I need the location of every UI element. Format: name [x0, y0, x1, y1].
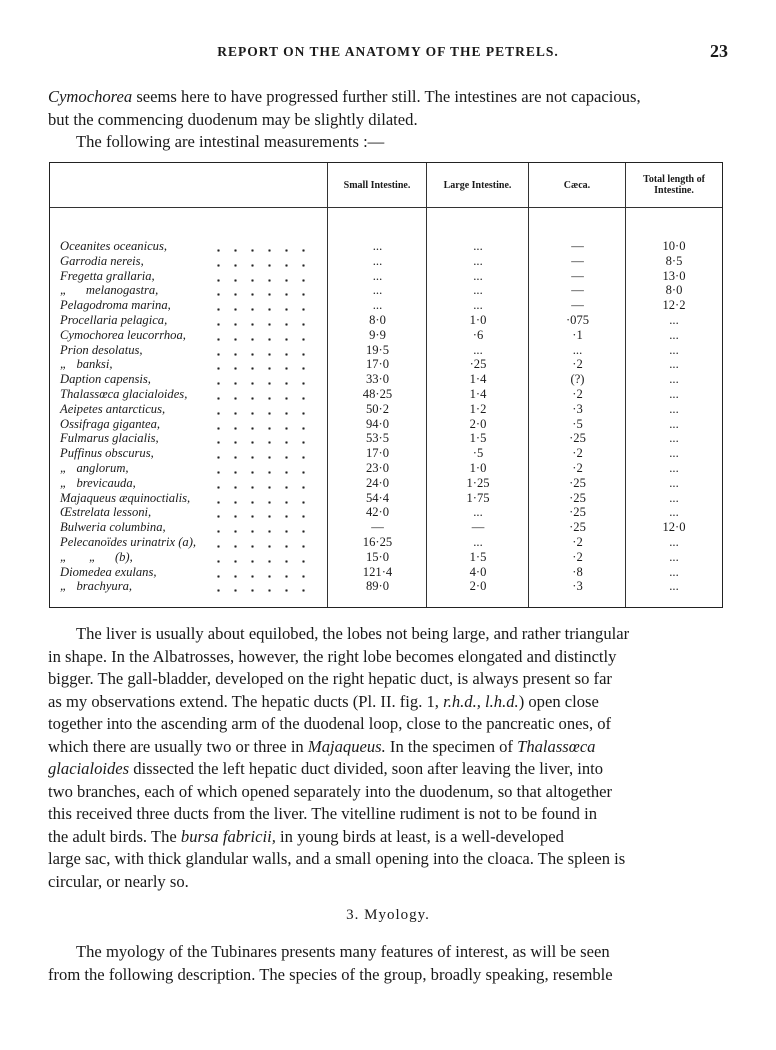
caeca-cell: ·25 [569, 520, 586, 535]
large-intestine-cell: ... [473, 268, 483, 283]
leader-dots [210, 298, 315, 313]
leader-dots [210, 239, 315, 254]
caeca-cell: ·3 [572, 579, 583, 594]
total-length-cell: ... [669, 416, 679, 431]
total-length-cell: ... [669, 372, 679, 387]
body-text: ) open close [518, 691, 599, 711]
body-text: which there are usually two or three in [48, 736, 308, 756]
intro-paragraph [48, 86, 728, 154]
leader-dots [210, 254, 315, 269]
leader-dots [210, 476, 315, 491]
body-text: The myology of the Tubinares presents many features of interest, as will be seen [76, 942, 610, 961]
leader-dots [210, 269, 315, 284]
caeca-cell: ·8 [572, 564, 583, 579]
small-intestine-cell: 17·0 [365, 357, 390, 372]
leader-dots [210, 372, 315, 387]
caeca-cell: — [571, 283, 584, 298]
total-length-cell: ... [669, 505, 679, 520]
table-row [50, 550, 722, 565]
total-length-cell: ... [669, 327, 679, 342]
genus-name: Thalassœca [517, 736, 596, 756]
small-intestine-cell: 50·2 [365, 401, 390, 416]
small-intestine-cell: ... [372, 239, 383, 253]
large-intestine-cell: ... [473, 535, 483, 549]
body-text: in young birds at least, is a well-developed [275, 826, 564, 846]
body-text: bigger. The gall-bladder, developed on the right hepatic duct, is always present so far [48, 669, 612, 688]
large-intestine-cell: 1·4 [469, 372, 487, 387]
small-intestine-cell: 19·5 [365, 342, 390, 357]
total-length-cell: ... [669, 564, 679, 579]
small-intestine-cell: 121·4 [362, 564, 393, 579]
body-text: this received three ducts from the liver. The vitelline rudiment is not to be found in [48, 804, 597, 823]
species-name: Majaqueus æquinoctialis, [60, 491, 194, 506]
leader-dots [210, 520, 315, 535]
large-intestine-cell: ... [473, 505, 483, 520]
small-intestine-cell: 48·25 [362, 387, 393, 401]
leader-dots [210, 535, 315, 550]
table-row [50, 239, 722, 254]
leader-dots [210, 402, 315, 417]
small-intestine-cell: 17·0 [365, 446, 390, 461]
caeca-cell: ·2 [572, 549, 583, 564]
table-row [50, 328, 722, 343]
leader-dots [210, 417, 315, 432]
total-length-cell: 8·0 [665, 283, 683, 298]
total-length-cell: 12·0 [662, 520, 686, 535]
small-intestine-cell: 24·0 [365, 475, 390, 490]
running-title: REPORT ON THE ANATOMY OF THE PETRELS. [217, 44, 559, 59]
leader-dots [210, 579, 315, 594]
leader-dots [210, 357, 315, 372]
species-name: Ossifraga gigantea, [60, 417, 164, 432]
species-name: Procellaria pelagica, [60, 313, 171, 328]
body-text: The liver is usually about equilobed, the lobes not being large, and rather triangular [76, 624, 630, 643]
total-length-cell: ... [669, 387, 679, 401]
total-length-cell: ... [669, 461, 679, 475]
table-row [50, 402, 722, 417]
species-name: Oceanites oceanicus, [60, 239, 171, 254]
table-row [50, 476, 722, 491]
table-row [50, 372, 722, 387]
caeca-cell: ·25 [569, 490, 586, 505]
table-row [50, 254, 722, 269]
small-intestine-cell: — [371, 520, 384, 535]
species-name: Pelagodroma marina, [60, 298, 175, 313]
caeca-cell: — [571, 239, 584, 253]
table-row [50, 520, 722, 535]
small-intestine-cell: 23·0 [365, 461, 390, 475]
leader-dots [210, 387, 315, 402]
caeca-cell: ·2 [572, 535, 583, 549]
column-header: Small Intestine. [343, 179, 411, 191]
large-intestine-cell: 4·0 [469, 564, 487, 579]
figure-reference: r.h.d., l.h.d. [443, 691, 519, 711]
leader-dots [210, 328, 315, 343]
total-length-cell: 13·0 [662, 268, 686, 283]
species-name: Diomedea exulans, [60, 565, 161, 580]
column-header: Total length of Intestine. [643, 174, 705, 196]
large-intestine-cell: — [471, 520, 485, 535]
total-length-cell: ... [669, 535, 679, 549]
species-name: Puffinus obscurus, [60, 446, 158, 461]
small-intestine-cell: 54·4 [365, 490, 390, 505]
caeca-cell: ·25 [569, 505, 586, 520]
total-length-cell: 10·0 [662, 239, 686, 253]
caeca-cell: ·1 [572, 327, 583, 342]
column-header: Cæca. [563, 179, 591, 191]
large-intestine-cell: ·25 [469, 357, 487, 372]
caeca-cell: ·2 [572, 446, 583, 461]
small-intestine-cell: 53·5 [365, 431, 390, 446]
body-text: In the specimen of [385, 736, 518, 756]
large-intestine-cell: 1·25 [466, 475, 490, 490]
column-header: Large Intestine. [443, 179, 512, 191]
total-length-cell: ... [669, 342, 679, 357]
body-text: the adult birds. The [48, 826, 181, 846]
small-intestine-cell: ... [372, 253, 383, 268]
large-intestine-cell: ... [473, 239, 483, 253]
leader-dots [210, 461, 315, 476]
species-name: Thalassœca glacialoides, [60, 387, 191, 402]
caeca-cell: ·3 [572, 401, 583, 416]
running-head [48, 41, 728, 64]
table-row [50, 446, 722, 461]
total-length-cell: ... [669, 313, 679, 327]
leader-dots [210, 565, 315, 580]
small-intestine-cell: ... [372, 298, 383, 313]
small-intestine-cell: 9·9 [369, 327, 386, 342]
species-name: Garrodia nereis, [60, 254, 148, 269]
species-name: „ melanogastra, [60, 283, 162, 298]
intro-text: The following are intestinal measurements :— [76, 132, 385, 151]
caeca-cell: — [571, 253, 584, 268]
genus-name: Cymochorea [48, 87, 133, 106]
table-row [50, 357, 722, 372]
small-intestine-cell: 42·0 [365, 505, 390, 520]
caeca-cell: — [571, 298, 584, 313]
small-intestine-cell: 89·0 [365, 579, 390, 594]
myology-paragraph [48, 941, 728, 986]
body-text: in shape. In the Albatrosses, however, the right lobe becomes elongated and distinctly [48, 646, 617, 666]
body-text: from the following description. The species of the group, broadly speaking, resemble [48, 964, 613, 984]
small-intestine-cell: ... [372, 268, 383, 283]
organ-name: bursa fabricii, [180, 826, 276, 846]
large-intestine-cell: 1·0 [469, 461, 487, 475]
species-name: „ anglorum, [60, 461, 133, 476]
large-intestine-cell: 1·0 [469, 313, 487, 327]
species-name: „ brachyura, [60, 579, 136, 594]
liver-paragraph [48, 623, 728, 893]
large-intestine-cell: ·6 [472, 327, 484, 342]
large-intestine-cell: ... [473, 253, 483, 268]
body-text: large sac, with thick glandular walls, and a small opening into the cloaca. The spleen is [48, 849, 626, 868]
total-length-cell: ... [669, 475, 679, 490]
leader-dots [210, 491, 315, 506]
table-row [50, 417, 722, 432]
species-name: Cymochorea leucorrhoa, [60, 328, 190, 343]
table-row [50, 505, 722, 520]
large-intestine-cell: 1·5 [469, 549, 487, 564]
total-length-cell: ... [669, 549, 679, 564]
species-name: „ brevicauda, [60, 476, 140, 491]
species-name: Bulweria columbina, [60, 520, 170, 535]
species-name: Aeipetes antarcticus, [60, 402, 169, 417]
table-row [50, 461, 722, 476]
small-intestine-cell: 15·0 [365, 549, 390, 564]
intro-text: seems here to have progressed further still. The intestines are not capacious, [132, 87, 641, 106]
species-name: Pelecanoïdes urinatrix (a), [60, 535, 200, 550]
body-text: circular, or nearly so. [48, 871, 189, 891]
large-intestine-cell: 1·4 [469, 387, 487, 401]
table-row [50, 431, 722, 446]
section-heading: 3. Myology. [346, 907, 430, 923]
species-name: glacialoides [48, 759, 130, 778]
large-intestine-cell: 2·0 [469, 416, 487, 431]
caeca-cell: ·25 [569, 431, 586, 446]
intestine-table [49, 162, 723, 608]
caeca-cell: ·2 [572, 357, 583, 372]
total-length-cell: ... [669, 431, 679, 446]
large-intestine-cell: 1·2 [469, 401, 487, 416]
total-length-cell: ... [669, 357, 679, 372]
header-rule [50, 207, 722, 208]
leader-dots [210, 431, 315, 446]
table-row [50, 269, 722, 284]
leader-dots [210, 446, 315, 461]
table-row [50, 343, 722, 358]
small-intestine-cell: 94·0 [365, 416, 390, 431]
table-row [50, 579, 722, 594]
total-length-cell: ... [669, 446, 679, 461]
total-length-cell: ... [669, 579, 679, 594]
small-intestine-cell: 8·0 [369, 313, 386, 327]
large-intestine-cell: ... [473, 298, 483, 313]
caeca-cell: ·25 [569, 475, 586, 490]
species-name: Œstrelata lessoni, [60, 505, 155, 520]
large-intestine-cell: 1·5 [469, 431, 487, 446]
table-row [50, 491, 722, 506]
species-name: Daption capensis, [60, 372, 155, 387]
total-length-cell: 12·2 [662, 298, 686, 313]
table-row [50, 313, 722, 328]
caeca-cell: ·2 [572, 461, 583, 475]
intro-text: but the commencing duodenum may be slightly dilated. [48, 109, 418, 129]
leader-dots [210, 343, 315, 358]
small-intestine-cell: 16·25 [362, 535, 393, 549]
leader-dots [210, 283, 315, 298]
body-text: two branches, each of which opened separately into the duodenum, so that altogether [48, 781, 613, 801]
large-intestine-cell: ... [473, 283, 483, 298]
body-text: dissected the left hepatic duct divided, soon after leaving the liver, into [129, 759, 604, 778]
table-row [50, 535, 722, 550]
species-name: „ banksi, [60, 357, 116, 372]
small-intestine-cell: ... [372, 283, 383, 298]
large-intestine-cell: ·5 [472, 446, 484, 461]
caeca-cell: ·075 [565, 313, 590, 327]
species-name: „ „ (b), [60, 550, 137, 565]
large-intestine-cell: 1·75 [466, 490, 490, 505]
table-row [50, 283, 722, 298]
table-row [50, 298, 722, 313]
leader-dots [210, 313, 315, 328]
small-intestine-cell: 33·0 [365, 372, 390, 387]
total-length-cell: ... [669, 490, 679, 505]
species-name: Fregetta grallaria, [60, 269, 159, 284]
body-text: together into the ascending arm of the duodenal loop, close to the pancreatic ones, of [48, 714, 612, 733]
caeca-cell: — [571, 268, 584, 283]
table-row [50, 565, 722, 580]
caeca-cell: ·2 [572, 387, 583, 401]
total-length-cell: ... [669, 401, 679, 416]
large-intestine-cell: 2·0 [469, 579, 487, 594]
leader-dots [210, 550, 315, 565]
caeca-cell: ·5 [572, 416, 583, 431]
caeca-cell: ... [572, 342, 583, 357]
caeca-cell: (?) [570, 372, 585, 387]
total-length-cell: 8·5 [665, 253, 683, 268]
table-row [50, 387, 722, 402]
genus-name: Majaqueus. [307, 736, 386, 756]
leader-dots [210, 505, 315, 520]
species-name: Prion desolatus, [60, 343, 147, 358]
page-number: 23 [710, 41, 728, 61]
large-intestine-cell: ... [473, 342, 483, 357]
species-name: Fulmarus glacialis, [60, 431, 163, 446]
body-text: as my observations extend. The hepatic ducts (Pl. II. fig. 1, [48, 691, 444, 711]
